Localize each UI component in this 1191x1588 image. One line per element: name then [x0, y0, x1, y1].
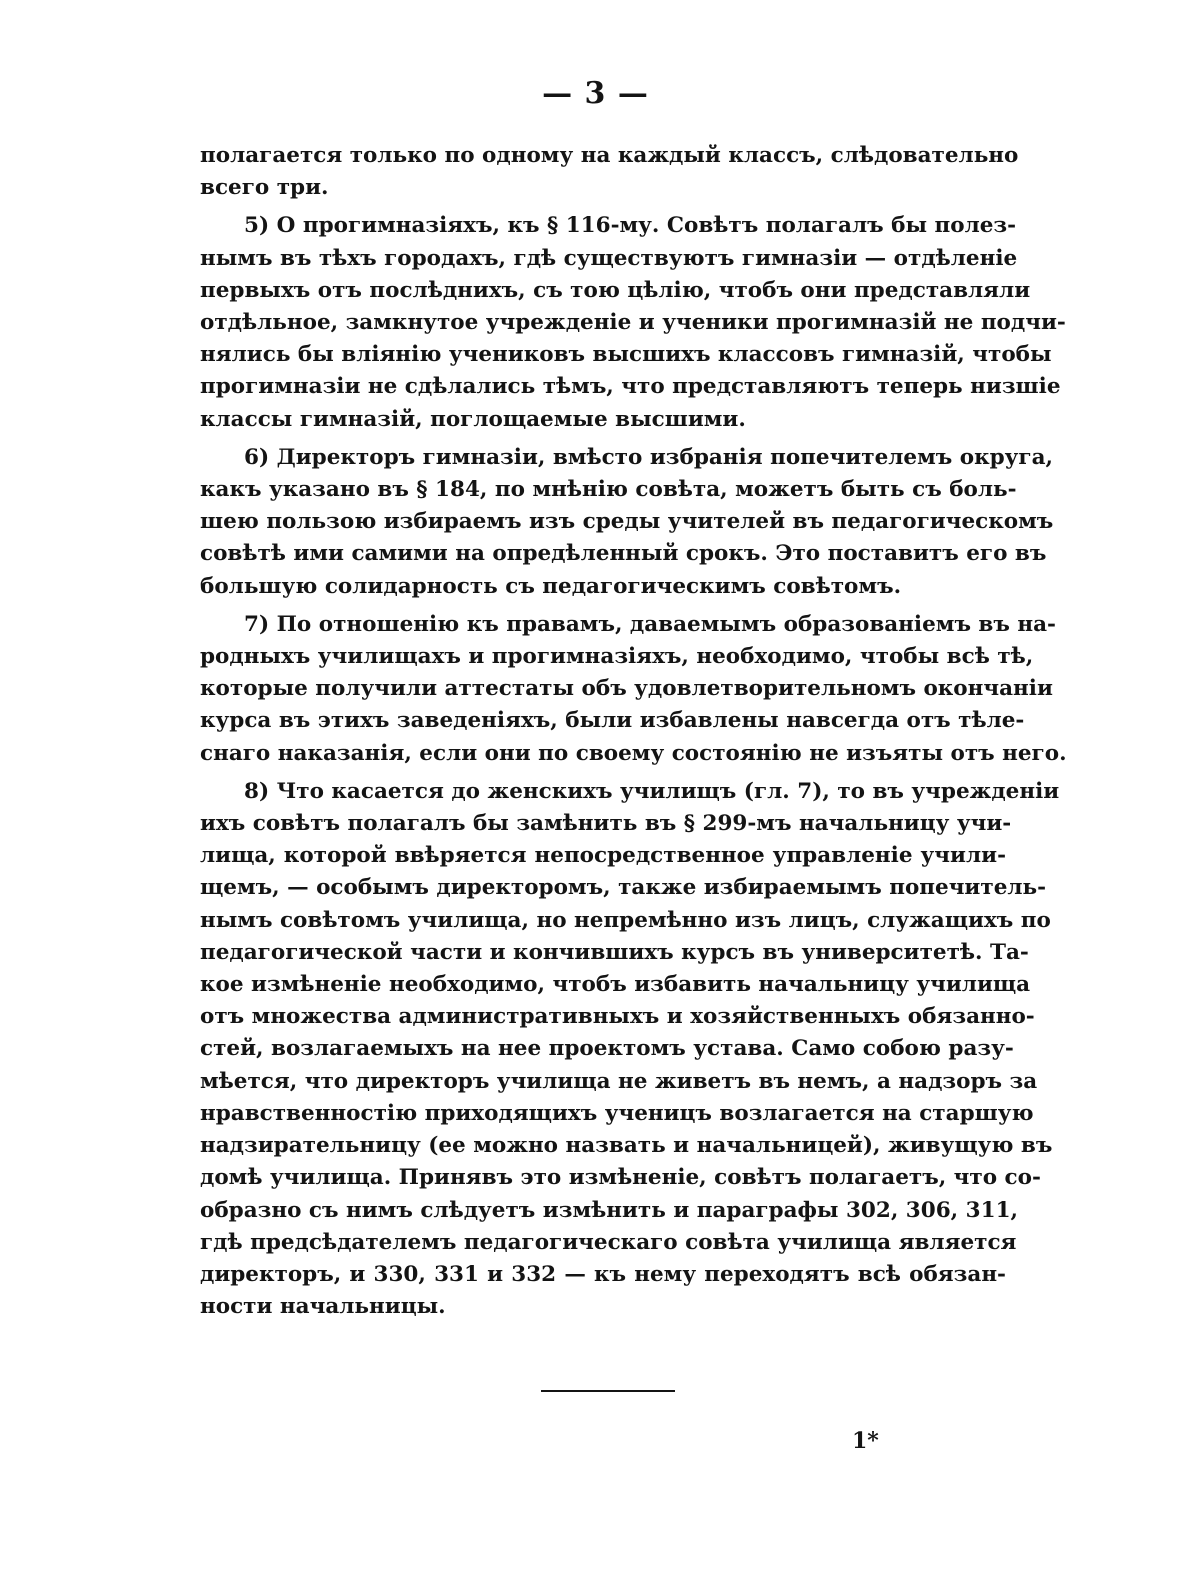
text-line: прогимназіи не сдѣлались тѣмъ, что представляютъ теперь низшіе	[200, 374, 1061, 400]
paragraph-5-start: 5) О прогимназіяхъ, къ § 116-му. Совѣтъ полагалъ бы полез-	[244, 213, 1017, 239]
text-line: большую солидарность съ педагогическимъ совѣтомъ.	[200, 573, 902, 599]
text-line: шею пользою избираемъ изъ среды учителей въ педагогическомъ	[200, 509, 1054, 535]
text-line: которые получили аттестаты объ удовлетворительномъ окончаніи	[200, 676, 1053, 702]
page-number: — 3 —	[542, 76, 649, 111]
text-line: отдѣльное, замкнутое учрежденіе и ученики прогимназій не подчи-	[200, 310, 1066, 336]
text-line: родныхъ училищахъ и прогимназіяхъ, необходимо, чтобы всѣ тѣ,	[200, 644, 1034, 670]
text-line: лища, которой ввѣряется непосредственное управленіе учили-	[200, 843, 1006, 869]
text-line: нравственностію приходящихъ ученицъ возлагается на старшую	[200, 1100, 1034, 1126]
text-line: кое измѣненіе необходимо, чтобъ избавить начальницу училища	[200, 972, 1031, 998]
text-line: ности начальницы.	[200, 1294, 446, 1320]
text-line: стей, возлагаемыхъ на нее проектомъ устава. Само собою разу-	[200, 1036, 1014, 1062]
text-line: мѣется, что директоръ училища не живетъ въ немъ, а надзоръ за	[200, 1068, 1038, 1094]
signature-mark: 1*	[852, 1428, 879, 1454]
paragraph-6-start: 6) Директоръ гимназіи, вмѣсто избранія попечителемъ округа,	[244, 444, 1054, 470]
text-line: нымъ въ тѣхъ городахъ, гдѣ существуютъ гимназіи — отдѣленіе	[200, 245, 1018, 271]
paragraph-8-start: 8) Что касается до женскихъ училищъ (гл. 7), то въ учрежденіи	[244, 778, 1060, 804]
text-line: совѣтѣ ими самими на опредѣленный срокъ. Это поставитъ его въ	[200, 541, 1047, 567]
text-line: домѣ училища. Принявъ это измѣненіе, совѣтъ полагаетъ, что со-	[200, 1165, 1041, 1191]
section-divider	[541, 1390, 675, 1392]
text-line: гдѣ предсѣдателемъ педагогическаго совѣта училища является	[200, 1229, 1017, 1255]
text-line: отъ множества административныхъ и хозяйственныхъ обязанно-	[200, 1004, 1035, 1030]
text-line: ихъ совѣтъ полагалъ бы замѣнить въ § 299-мъ начальницу учи-	[200, 811, 1012, 837]
text-line: курса въ этихъ заведеніяхъ, были избавлены навсегда отъ тѣле-	[200, 708, 1025, 734]
text-line: нымъ совѣтомъ училища, но непремѣнно изъ лицъ, служащихъ по	[200, 907, 1051, 933]
body-text	[200, 140, 1067, 1323]
text-line: щемъ, — особымъ директоромъ, также избираемымъ попечитель-	[200, 875, 1047, 901]
text-line: педагогической части и кончившихъ курсъ въ университетѣ. Та-	[200, 939, 1029, 965]
text-line: всего три.	[200, 175, 329, 201]
text-line: снаго наказанія, если они по своему состоянію не изъяты отъ него.	[200, 740, 1067, 766]
text-line: классы гимназій, поглощаемые высшими.	[200, 406, 746, 432]
text-line: нялись бы вліянію учениковъ высшихъ классовъ гимназій, чтобы	[200, 342, 1052, 368]
text-line: образно съ нимъ слѣдуетъ измѣнить и параграфы 302, 306, 311,	[200, 1197, 1019, 1223]
text-line: полагается только по одному на каждый классъ, слѣдовательно	[200, 143, 1019, 168]
text-line: директоръ, и 330, 331 и 332 — къ нему переходятъ всѣ обязан-	[200, 1261, 1006, 1287]
text-line: первыхъ отъ послѣднихъ, съ тою цѣлію, чтобъ они представляли	[200, 277, 1031, 303]
text-line: какъ указано въ § 184, по мнѣнію совѣта, можетъ быть съ боль-	[200, 477, 1017, 503]
paragraph-7-start: 7) По отношенію къ правамъ, даваемымъ образованіемъ въ на-	[244, 611, 1056, 637]
text-line: надзирательницу (ее можно назвать и начальницей), живущую въ	[200, 1133, 1053, 1159]
